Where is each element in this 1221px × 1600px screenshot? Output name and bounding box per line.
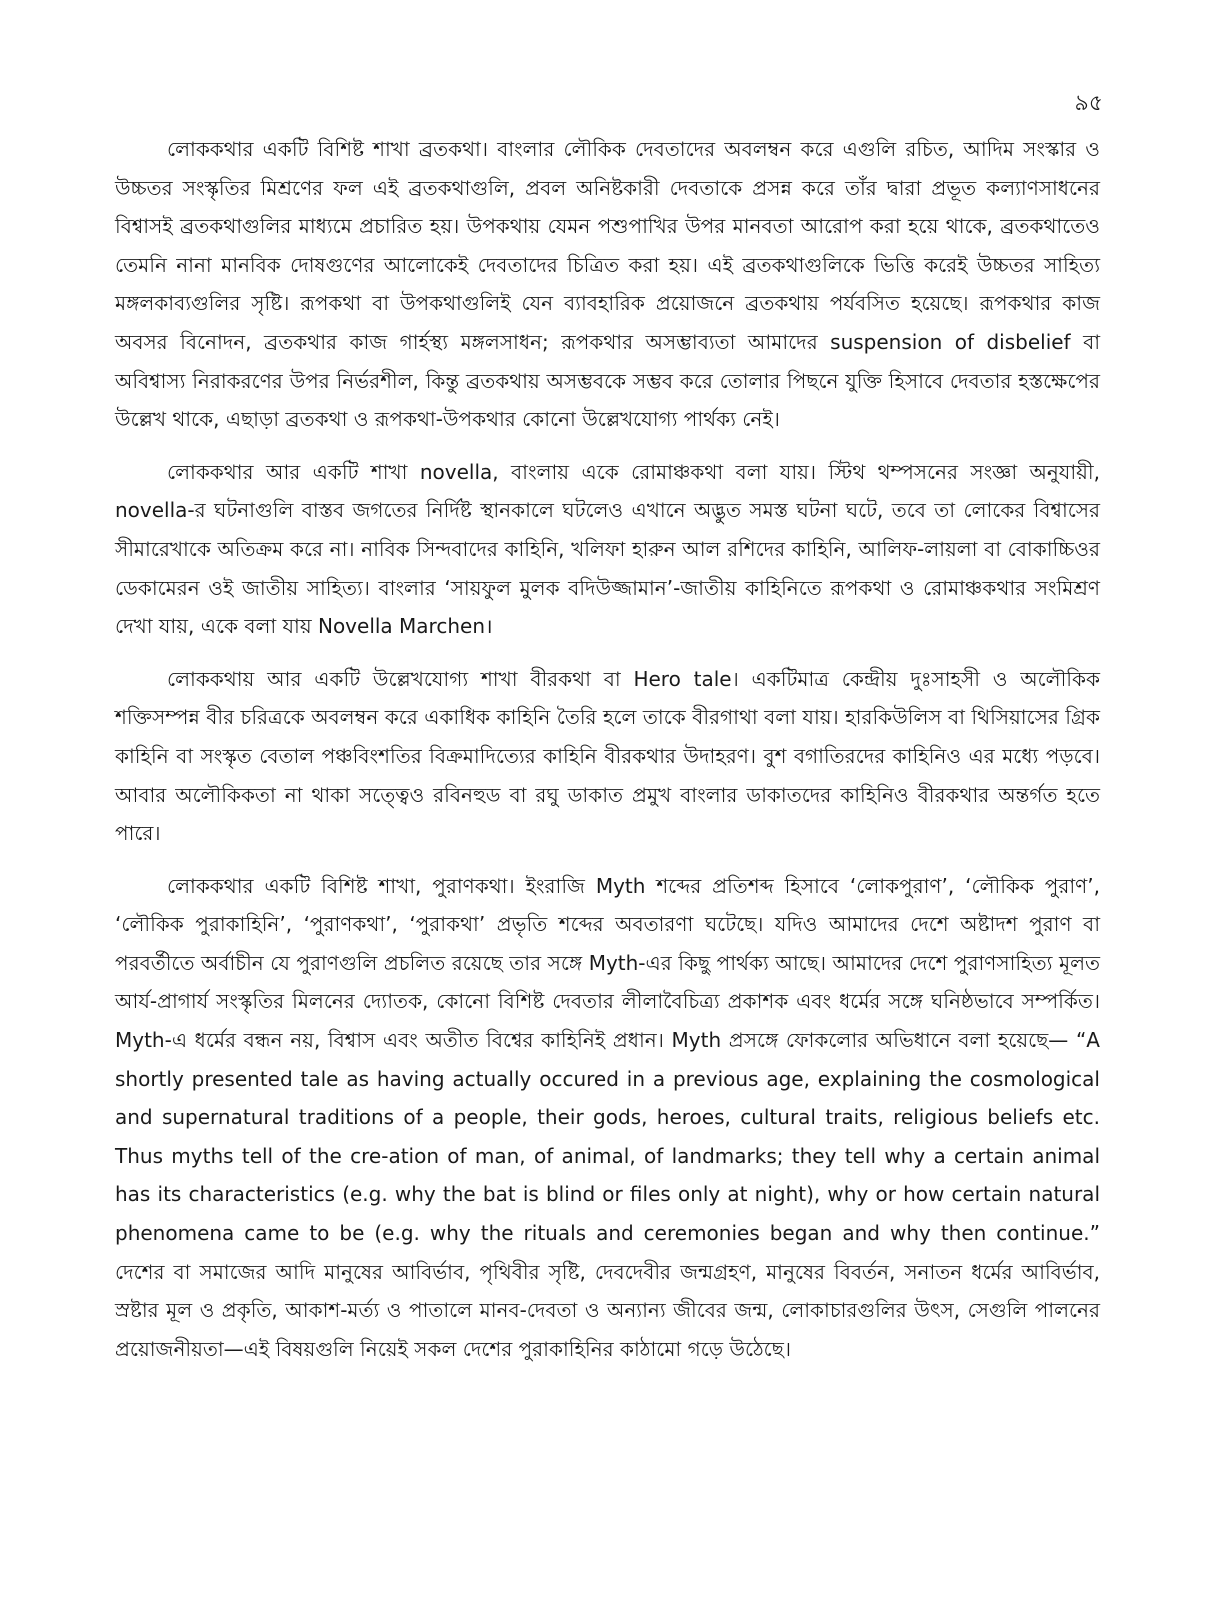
page-number: ৯৫: [1074, 91, 1103, 116]
paragraph-novella: লোককথার আর একটি শাখা novella, বাংলায় একে রোমাঞ্চকথা বলা যায়। স্টিথ থম্পসনের সংজ্ঞা অনুযায়ী, novella-র ঘটনাগুলি বাস্তব জগতের নির্দিষ্ট স্থানকালে ঘটলেও এখানে অদ্ভুত সমস্ত ঘটনা ঘটে, তবে তা লোকের বিশ্বাসের সীমারেখাকে অতিক্রম করে না। নাবিক সিন্দবাদের কাহিনি, খলিফা হারুন আল রশিদের কাহিনি, আলিফ-লায়লা বা বোকাচ্চিওর ডেকামেরন ওই জাতীয় সাহিত্য। বাংলার ‘সায়ফুল মুলক বদিউজ্জামান’-জাতীয় কাহিনিতে রূপকথা ও রোমাঞ্চকথার সংমিশ্রণ দেখা যায়, একে বলা যায় Novella Marchen।: [115, 459, 1100, 639]
page-body: [115, 130, 1100, 1382]
paragraph-vratakatha: লোককথার একটি বিশিষ্ট শাখা ব্রতকথা। বাংলার লৌকিক দেবতাদের অবলম্বন করে এগুলি রচিত, আদিম সংস্কার ও উচ্চতর সংস্কৃতির মিশ্রণের ফল এই ব্রতকথাগুলি, প্রবল অনিষ্টকারী দেবতাকে প্রসন্ন করে তাঁর দ্বারা প্রভূত কল্যাণসাধনের বিশ্বাসই ব্রতকথাগুলির মাধ্যমে প্রচারিত হয়। উপকথায় যেমন পশুপাখির উপর মানবতা আরোপ করা হয়ে থাকে, ব্রতকথাতেও তেমনি নানা মানবিক দোষগুণের আলোকেই দেবতাদের চিত্রিত করা হয়। এই ব্রতকথাগুলিকে ভিত্তি করেই উচ্চতর সাহিত্য মঙ্গলকাব্যগুলির সৃষ্টি। রূপকথা বা উপকথাগুলিই যেন ব্যাবহারিক প্রয়োজনে ব্রতকথায় পর্যবসিত হয়েছে। রূপকথার কাজ অবসর বিনোদন, ব্রতকথার কাজ গার্হস্থ্য মঙ্গলসাধন; রূপকথার অসম্ভাব্যতা আমাদের suspension of disbelief বা অবিশ্বাস্য নিরাকরণের উপর নির্ভরশীল, কিন্তু ব্রতকথায় অসম্ভবকে সম্ভব করে তোলার পিছনে যুক্তি হিসাবে দেবতার হস্তক্ষেপের উল্লেখ থাকে, এছাড়া ব্রতকথা ও রূপকথা-উপকথার কোনো উল্লেখযোগ্য পার্থক্য নেই।: [115, 137, 1100, 432]
paragraph-myth: লোককথার একটি বিশিষ্ট শাখা, পুরাণকথা। ইংরাজি Myth শব্দের প্রতিশব্দ হিসাবে ‘লোকপুরাণ’, ‘লৌকিক পুরাণ’, ‘লৌকিক পুরাকাহিনি’, ‘পুরাণকথা’, ‘পুরাকথা’ প্রভৃতি শব্দের অবতারণা ঘটেছে। যদিও আমাদের দেশে অষ্টাদশ পুরাণ বা পরবর্তীতে অর্বাচীন যে পুরাণগুলি প্রচলিত রয়েছে তার সঙ্গে Myth-এর কিছু পার্থক্য আছে। আমাদের দেশে পুরাণসাহিত্য মূলত আর্য-প্রাগার্য সংস্কৃতির মিলনের দ্যোতক, কোনো বিশিষ্ট দেবতার লীলাবৈচিত্র্য প্রকাশক এবং ধর্মের সঙ্গে ঘনিষ্ঠভাবে সম্পর্কিত। Myth-এ ধর্মের বন্ধন নয়, বিশ্বাস এবং অতীত বিশ্বের কাহিনিই প্রধান। Myth প্রসঙ্গে ফোকলোর অভিধানে বলা হয়েছে— “A shortly presented tale as having actually occured in a previous age, explaining the cosmological and supernatural traditions of a people, their gods, heroes, cultural traits, religious beliefs etc. Thus myths tell of the cre-ation of man, of animal, of landmarks; they tell why a certain animal has its characteristics (e.g. why the bat is blind or files only at night), why or how certain natural phenomena came to be (e.g. why the rituals and ceremonies began and why then continue.” দেশের বা সমাজের আদি মানুষের আবির্ভাব, পৃথিবীর সৃষ্টি, দেবদেবীর জন্মগ্রহণ, মানুষের বিবর্তন, সনাতন ধর্মের আবির্ভাব, স্রষ্টার মূল ও প্রকৃতি, আকাশ-মর্ত্য ও পাতালে মানব-দেবতা ও অন্যান্য জীবের জন্ম, লোকাচারগুলির উৎস, সেগুলি পালনের প্রয়োজনীয়তা—এই বিষয়গুলি নিয়েই সকল দেশের পুরাকাহিনির কাঠামো গড়ে উঠেছে।: [115, 873, 1100, 1361]
paragraph-hero-tale: লোককথায় আর একটি উল্লেখযোগ্য শাখা বীরকথা বা Hero tale। একটিমাত্র কেন্দ্রীয় দুঃসাহসী ও অলৌকিক শক্তিসম্পন্ন বীর চরিত্রকে অবলম্বন করে একাধিক কাহিনি তৈরি হলে তাকে বীরগাথা বলা যায়। হারকিউলিস বা থিসিয়াসের গ্রিক কাহিনি বা সংস্কৃত বেতাল পঞ্চবিংশতির বিক্রমাদিত্যের কাহিনি বীরকথার উদাহরণ। বুশ বগাতিরদের কাহিনিও এর মধ্যে পড়বে। আবার অলৌকিকতা না থাকা সত্ত্বেও রবিনহুড বা রঘু ডাকাত প্রমুখ বাংলার ডাকাতদের কাহিনিও বীরকথার অন্তর্গত হতে পারে।: [115, 666, 1100, 846]
